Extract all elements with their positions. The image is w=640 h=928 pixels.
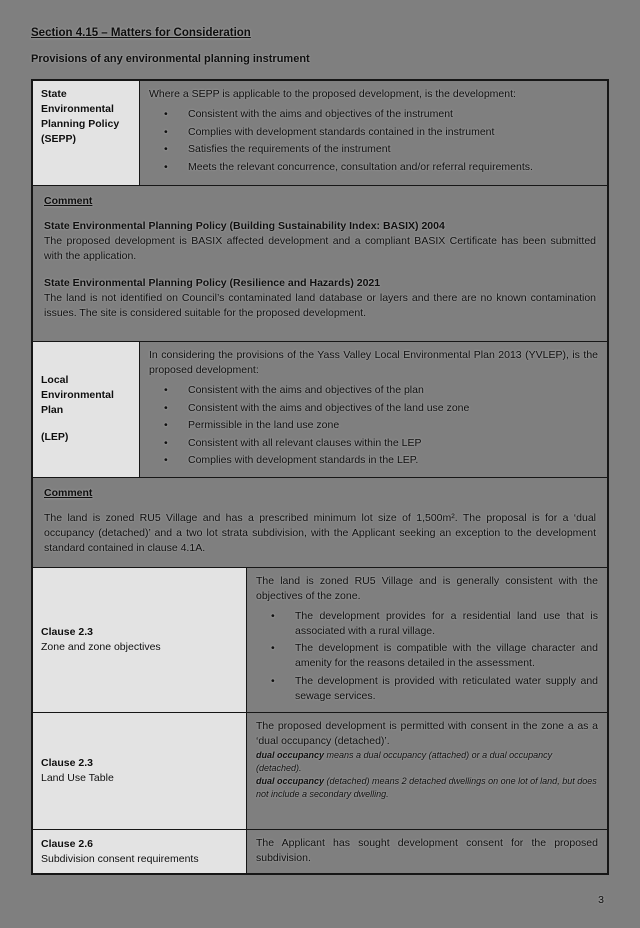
basix-policy-title: State Environmental Planning Policy (Building Sustainability Index: BASIX) 2004 — [44, 220, 445, 232]
table-row-comment-sepp — [33, 185, 607, 341]
clause-title: Zone and zone objectives — [41, 640, 161, 653]
clause-subdivision-body: The Applicant has sought development consent for the proposed subdivision. — [256, 837, 598, 864]
clause-landuse-header-cell — [33, 713, 247, 829]
list-item: • Satisfies the requirements of the instrument — [149, 142, 598, 157]
definition-term: dual occupancy — [256, 776, 325, 786]
clause-zone-header-cell — [33, 568, 247, 713]
list-item: • Consistent with all relevant clauses within the LEP — [149, 436, 598, 451]
hazards-policy-body: The land is not identified on Council’s contaminated land database or layers and there are no known contamination issues. The site is considered suitable for the proposed development. — [44, 292, 596, 319]
list-item: • Meets the relevant concurrence, consultation and/or referral requirements. — [149, 160, 598, 175]
lep-header-cell — [33, 342, 140, 477]
lep-header-line1: Local Environmental Plan — [41, 374, 114, 417]
sepp-header-cell: State Environmental Planning Policy (SEPP) — [33, 81, 140, 185]
lep-bullet-list — [149, 383, 598, 468]
lep-comment-body: The land is zoned RU5 Village and has a prescribed minimum lot size of 1,500m². The proposal is for a ‘dual occupancy (detached)’ and a two lot strata subdivision, with the Applicant seeking an exception to the development standard contained in clause 4.1A. — [44, 511, 596, 554]
clause-landuse-body-cell — [247, 713, 607, 829]
list-item: • Permissible in the land use zone — [149, 418, 598, 433]
clause-zone-bullet-list — [256, 609, 598, 704]
table-row-sepp — [33, 81, 607, 185]
list-item: • The development is compatible with the village character and amenity for the reasons detailed in the assessment. — [256, 641, 598, 671]
clause-subdivision-body-cell — [247, 830, 607, 873]
clause-number: Clause 2.3 — [41, 757, 93, 769]
sepp-intro: Where a SEPP is applicable to the proposed development, is the development: — [149, 88, 516, 100]
clause-subdivision-header-cell — [33, 830, 247, 873]
clause-landuse-para: The proposed development is permitted with consent in the zone a as a ‘dual occupancy (detached)’. — [256, 720, 598, 747]
list-item: • Complies with development standards in the LEP. — [149, 453, 598, 468]
table-row-clause-subdivision — [33, 829, 607, 873]
table-row-comment-lep — [33, 477, 607, 567]
lep-body-cell — [140, 342, 607, 477]
definition-dual-occupancy — [256, 749, 598, 775]
clause-title: Land Use Table — [41, 772, 114, 784]
comment-heading: Comment — [44, 486, 93, 499]
list-item: • The development is provided with reticulated water supply and sewage services. — [256, 674, 598, 704]
clause-title: Subdivision consent requirements — [41, 852, 199, 865]
list-item: • Complies with development standards contained in the instrument — [149, 125, 598, 140]
definition-text: means a dual occupancy (attached) or a dual occupancy (detached). — [256, 750, 553, 773]
assessment-table — [31, 79, 609, 875]
lep-intro: In considering the provisions of the Yass Valley Local Environmental Plan 2013 (YVLEP), is the proposed development: — [149, 349, 598, 376]
definition-dual-occupancy-detached — [256, 775, 598, 801]
clause-number: Clause 2.3 — [41, 625, 93, 638]
table-row-lep — [33, 341, 607, 477]
sepp-body-cell — [140, 81, 607, 185]
definition-text: (detached) means 2 detached dwellings on one lot of land, but does not include a secondary dwelling. — [256, 776, 597, 799]
section-title: Section 4.15 – Matters for Consideration — [31, 27, 251, 39]
table-row-clause-zone — [33, 567, 607, 713]
hazards-policy-title: State Environmental Planning Policy (Resilience and Hazards) 2021 — [44, 277, 381, 289]
lep-header-line2: (LEP) — [41, 431, 69, 444]
table-row-clause-landuse — [33, 712, 607, 829]
list-item: • Consistent with the aims and objectives of the plan — [149, 383, 598, 398]
list-item: • Consistent with the aims and objectives of the instrument — [149, 107, 598, 122]
basix-policy-body: The proposed development is BASIX affected development and a compliant BASIX Certificate has been submitted with the application. — [44, 235, 596, 262]
page-number: 3 — [598, 894, 604, 906]
clause-zone-intro: The land is zoned RU5 Village and is generally consistent with the objectives of the zone. — [256, 574, 598, 602]
clause-zone-body-cell — [247, 568, 607, 713]
page-subtitle: Provisions of any environmental planning instrument — [31, 53, 310, 65]
comment-heading: Comment — [44, 195, 93, 207]
sepp-bullet-list — [149, 107, 598, 175]
list-item: • The development provides for a residential land use that is associated with a rural village. — [256, 609, 598, 639]
definition-term: dual occupancy — [256, 750, 325, 760]
list-item: • Consistent with the aims and objectives of the land use zone — [149, 401, 598, 416]
document-content — [31, 26, 609, 875]
clause-number: Clause 2.6 — [41, 837, 93, 850]
